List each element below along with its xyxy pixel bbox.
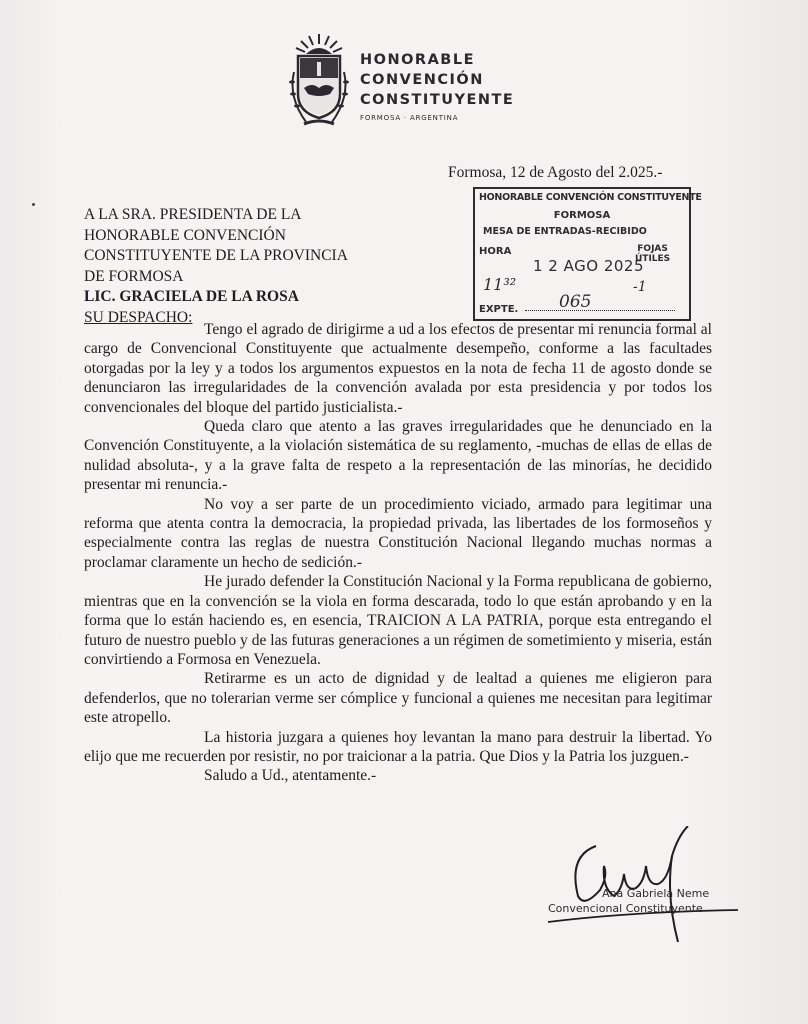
stamp-fojas-line-1: FOJAS [637,244,668,254]
letter-date: Formosa, 12 de Agosto del 2.025.- [448,164,663,181]
closing-text: Saludo a Ud., atentamente.- [204,767,377,785]
stray-mark [32,203,35,206]
letterhead-text [360,50,514,122]
paragraph [84,669,712,727]
address-line-3: CONSTITUYENTE DE LA PROVINCIA [84,247,348,264]
address-line-4: DE FORMOSA [84,267,184,285]
address-line-1: A LA SRA. PRESIDENTA DE LA [84,206,302,223]
stamp-hora-label: HORA [479,246,512,257]
letterhead-line-3: CONSTITUYENTE [360,92,515,108]
stamp-expte-number: 065 [559,292,592,312]
stamp-line-3: MESA DE ENTRADAS-RECIBIDO [483,226,647,237]
recipient-name: LIC. GRACIELA DE LA ROSA [84,288,299,305]
signature-role: Convencional Constituyente [548,902,703,915]
paragraph-text: No voy a ser parte de un procedimiento viciado, armado para legitimar una reforma que atenta contra la democracia, la propiedad privada, las libertades de los formoseños y especialmente contra las reglas de nuestra Constitución Nacional llegando muchas normas a proclamar claramente un hecho de sedición.- [84,495,712,571]
stamp-handwritten-hour: 11³² [483,275,517,294]
stamp-fojas-label [635,244,670,264]
address-line-2: HONORABLE CONVENCIÓN [84,226,286,244]
stamp-line-1: HONORABLE CONVENCIÓN CONSTITUYENTE [479,192,702,203]
paragraph [84,320,712,417]
stamp-date: 1 2 AGO 2025 [533,257,644,275]
paragraph-text: Queda claro que atento a las graves irregularidades que he denunciado en la Convención Constituyente, a la violación sistemática de su reglamento, -muchas de ellas de ellas de nulidad absoluta-, y a la grave falta de respeto a la representación de las minorías, he decidido presentar mi renuncia.- [84,418,712,494]
su-despacho: SU DESPACHO: [84,308,193,326]
stamp-fojas-line-2: ÚTILES [635,254,671,264]
paragraph [84,572,712,669]
letterhead-subline: FORMOSA · ARGENTINA [360,114,459,122]
stamp-handwritten-fojas: -1 [633,279,647,295]
paragraph-text: He jurado defender la Constitución Nacional y la Forma republicana de gobierno, mientras que en la convención se la viola en forma descarada, todo lo que están aprobando y en la forma que lo están haciendo es, en esencia, TRAICION A LA PATRIA, porque esta entregando el futuro de nuestro pueblo y de las futuras generaciones a un régimen de sometimiento y miseria, están convirtiendo a Formosa en Venezuela. [84,573,712,668]
paragraph-text: Retirarme es un acto de dignidad y de lealtad a quienes me eligieron para defenderlos, que no tolerarian verme ser cómplice y funcional a quienes me necesitan para legitimar este atropello. [84,670,712,727]
reception-stamp [473,187,702,321]
recipient-address [84,205,348,328]
paragraph [84,495,712,573]
stamp-dotted-line [525,310,675,311]
paragraph-text: Tengo el agrado de dirigirme a ud a los efectos de presentar mi renuncia formal al cargo de Convencional Constituyente que actualmente desempeño, conforme a las facultades otorgadas por la ley y a todos los argumentos expuestos en la nota de fecha 11 de agosto donde se denunciaron las irregularidades de la convención avalada por esta presidencia y por todos los convencionales del bloque del partido justicialista.- [84,321,712,416]
letterhead [284,32,544,132]
paragraph [84,417,712,495]
paragraph [84,728,712,767]
signature-name: Ana Gabriela Neme [602,887,710,900]
letterhead-line-1: HONORABLE [360,52,476,68]
paragraph-text: La historia juzgara a quienes hoy levantan la mano para destruir la libertad. Yo elijo que me recuerden por resistir, no por traicionar a la patria. Que Dios y la Patria los juzguen.- [84,728,712,765]
stamp-line-2: FORMOSA [553,210,611,221]
signature-scribble [548,826,748,946]
closing [84,766,712,785]
letterhead-line-2: CONVENCIÓN [360,72,484,88]
stamp-expte-label: EXPTE. [479,304,519,315]
seal-icon [284,32,354,132]
letter-body [84,320,712,786]
